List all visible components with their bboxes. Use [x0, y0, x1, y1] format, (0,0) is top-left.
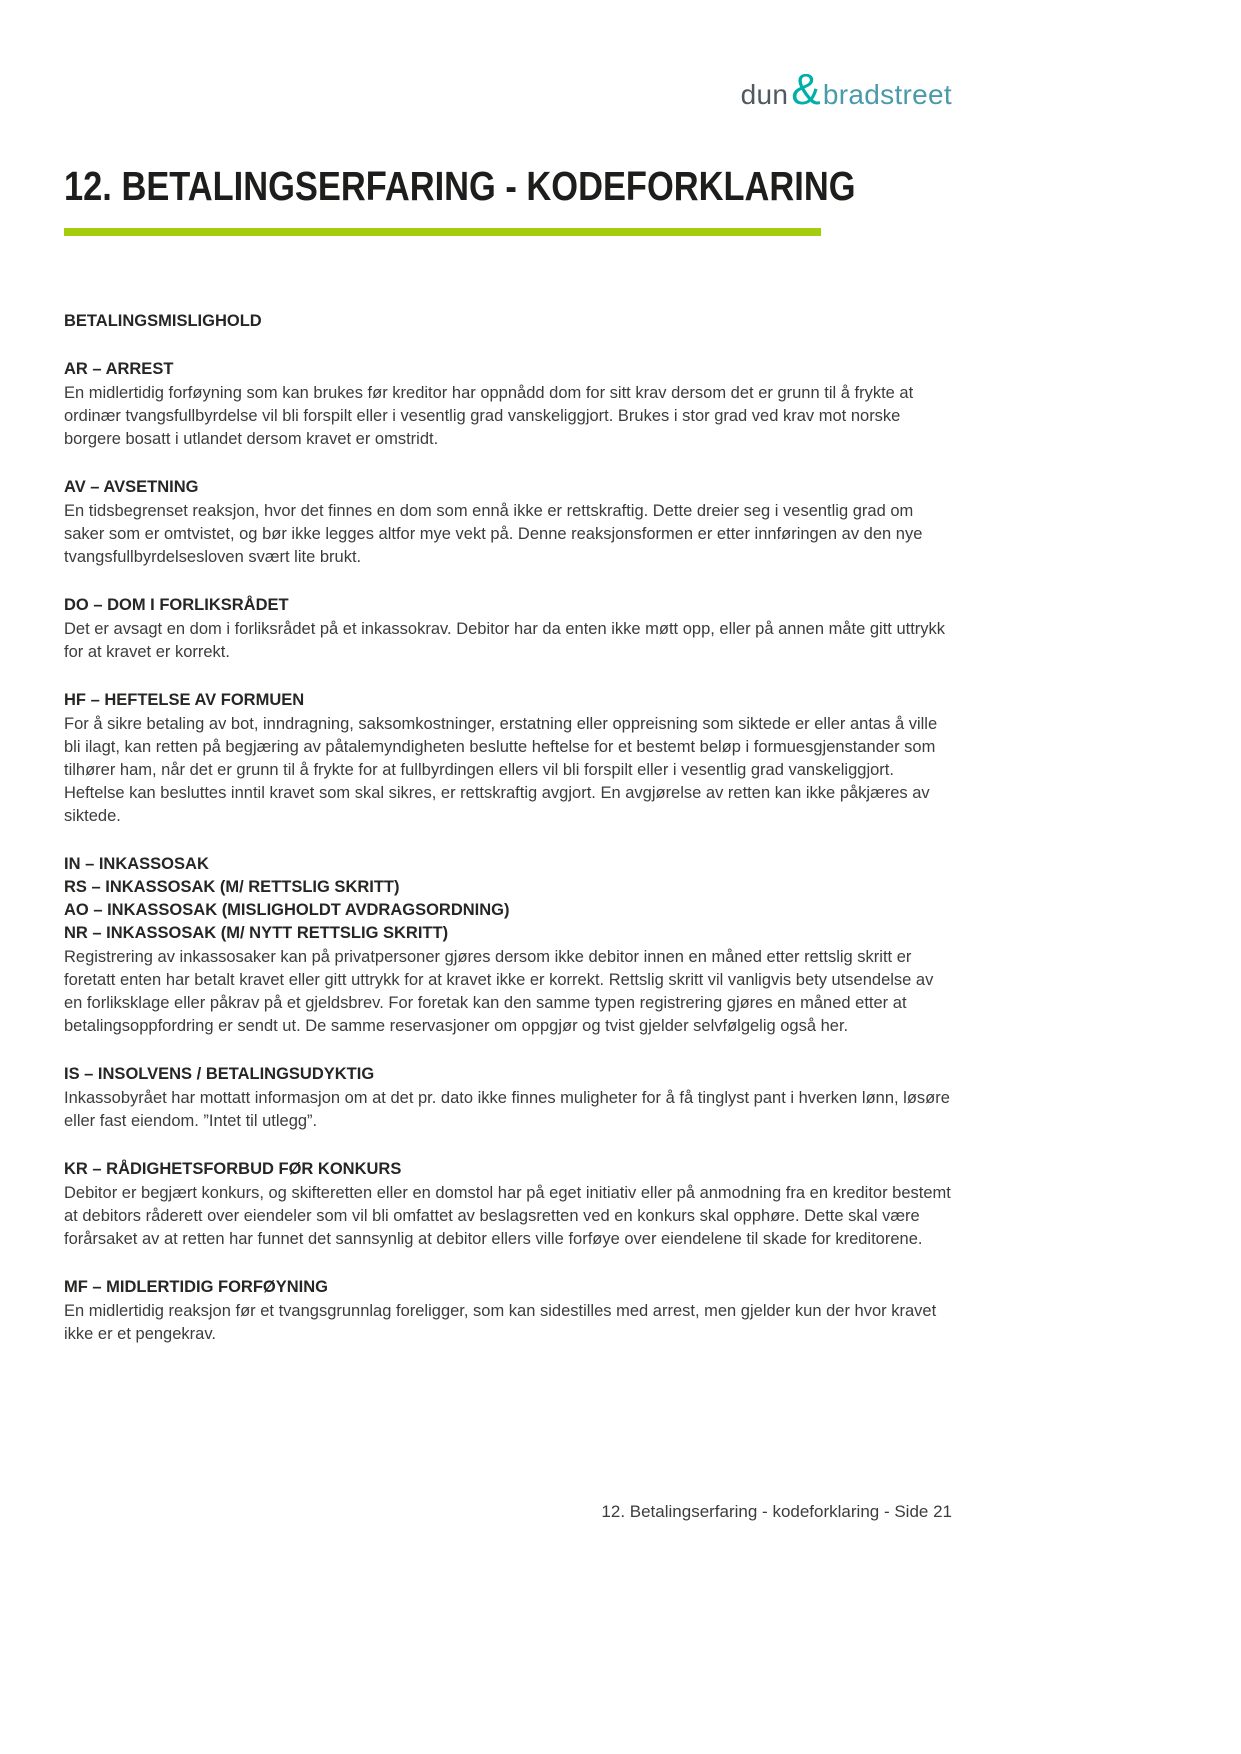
- page-title: 12. BETALINGSERFARING - KODEFORKLARING: [64, 163, 856, 209]
- entry-headings: [64, 594, 952, 617]
- entry-body: Registrering av inkassosaker kan på privatpersoner gjøres dersom ikke debitor innen en måned etter rettslig skritt er foretatt enten har betalt kravet eller gitt uttrykk for at kravet ikke er korrekt. Rettslig skritt vil vanligvis bety utsendelse av en forliksklage eller påkrav på et gjeldsbrev. For foretak kan den samme typen registrering gjøres en måned etter at betalingsoppfordring er sendt ut. De samme reservasjoner om oppgjør og tvist gjelder selvfølgelig også her.: [64, 948, 934, 1035]
- entry-body: Inkassobyrået har mottatt informasjon om at det pr. dato ikke finnes muligheter for å få tinglyst pant i hverken lønn, løsøre eller fast eiendom. ”Intet til utlegg”.: [64, 1089, 950, 1130]
- entry-headings: [64, 358, 952, 381]
- code-entry: [64, 1063, 952, 1133]
- entry-heading: IN – INKASSOSAK: [64, 855, 209, 873]
- entry-headings: [64, 689, 952, 712]
- code-entry: [64, 594, 952, 664]
- logo-text-bradstreet: bradstreet: [822, 79, 952, 110]
- title-accent-bar: [64, 228, 821, 236]
- entry-heading: AV – AVSETNING: [64, 478, 199, 496]
- entry-body: Debitor er begjært konkurs, og skifteretten eller en domstol har på eget initiativ eller på anmodning fra en kreditor bestemt at debitors råderett over eiendeler som vil bli omfattet av beslagsretten ved en konkurs skal opphøre. Dette skal være forårsaket av at retten har funnet det sannsynlig at debitor ellers ville forføye over eiendelene til skade for kreditorene.: [64, 1184, 951, 1248]
- page-footer: 12. Betalingserfaring - kodeforklaring - Side 21: [601, 1502, 952, 1521]
- entry-headings: [64, 476, 952, 499]
- entry-body: En tidsbegrenset reaksjon, hvor det finnes en dom som ennå ikke er rettskraftig. Dette dreier seg i vesentlig grad om saker som er omtvistet, og bør ikke legges altfor mye vekt på. Denne reaksjonsformen er etter innføringen av den nye tvangsfullbyrdelsesloven svært lite brukt.: [64, 502, 923, 566]
- code-entry: [64, 358, 952, 451]
- code-entry: [64, 1276, 952, 1346]
- entry-heading: NR – INKASSOSAK (M/ NYTT RETTSLIG SKRITT): [64, 924, 449, 942]
- code-entry: [64, 1158, 952, 1251]
- entry-body: Det er avsagt en dom i forliksrådet på et inkassokrav. Debitor har da enten ikke møtt opp, eller på annen måte gitt uttrykk for at kravet er korrekt.: [64, 620, 946, 661]
- entry-headings: [64, 1063, 952, 1086]
- entry-headings: [64, 853, 952, 945]
- entry-heading: RS – INKASSOSAK (M/ RETTSLIG SKRITT): [64, 878, 400, 896]
- entry-heading: MF – MIDLERTIDIG FORFØYNING: [64, 1278, 328, 1296]
- logo-text-dun: dun: [740, 79, 789, 110]
- entry-heading: HF – HEFTELSE AV FORMUEN: [64, 691, 305, 709]
- entry-heading: KR – RÅDIGHETSFORBUD FØR KONKURS: [64, 1160, 402, 1178]
- entry-headings: [64, 1276, 952, 1299]
- code-entry: [64, 689, 952, 828]
- code-entry: [64, 853, 952, 1038]
- section-heading: BETALINGSMISLIGHOLD: [64, 312, 262, 330]
- code-entry: [64, 476, 952, 569]
- entry-heading: AR – ARREST: [64, 360, 174, 378]
- dun-bradstreet-logo: [64, 65, 952, 114]
- entry-body: For å sikre betaling av bot, inndragning, saksomkostninger, erstatning eller oppreisning som siktede er eller antas å ville bli ilagt, kan retten på begjæring av påtalemyndigheten beslutte heftelse for et bestemt beløp i formuesgjenstander som tilhører ham, når det er grunn til å frykte for at fullbyrdingen ellers vil bli forspilt eller i vesentlig grad vanskeliggjort. Heftelse kan besluttes inntil kravet som skal sikres, er rettskraftig avgjort. En avgjørelse av retten kan ikke påkjæres av siktede.: [64, 715, 938, 825]
- entry-heading: DO – DOM I FORLIKSRÅDET: [64, 596, 289, 614]
- entry-body: En midlertidig reaksjon før et tvangsgrunnlag foreligger, som kan sidestilles med arrest, men gjelder kun der hvor kravet ikke er et pengekrav.: [64, 1302, 937, 1343]
- entries: [64, 358, 952, 1346]
- entry-body: En midlertidig forføyning som kan brukes før kreditor har oppnådd dom for sitt krav dersom det er grunn til å frykte at ordinær tvangsfullbyrdelse vil bli forspilt eller i vesentlig grad vanskeliggjort. Brukes i stor grad ved krav mot norske borgere bosatt i utlandet dersom kravet er omstridt.: [64, 384, 914, 448]
- content-column: [64, 310, 952, 1346]
- logo-ampersand-icon: &: [791, 65, 821, 114]
- entry-heading: IS – INSOLVENS / BETALINGSUDYKTIG: [64, 1065, 375, 1083]
- entry-headings: [64, 1158, 952, 1181]
- entry-heading: AO – INKASSOSAK (MISLIGHOLDT AVDRAGSORDNING): [64, 901, 510, 919]
